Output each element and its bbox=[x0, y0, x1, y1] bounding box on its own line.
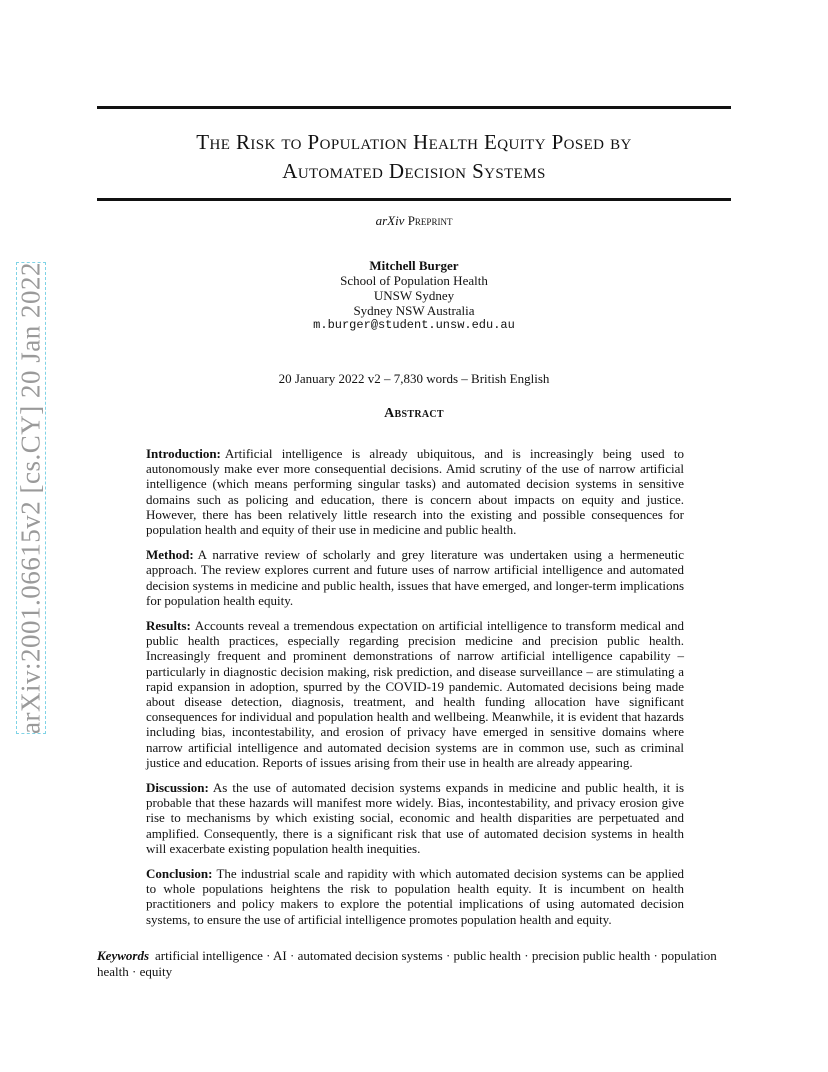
arxiv-identifier: arXiv:2001.06615v2 [cs.CY] 20 Jan 2022 bbox=[15, 262, 46, 734]
author-affiliation-school: School of Population Health bbox=[340, 273, 488, 288]
introduction-text: Artificial intelligence is already ubiquitous, and is increasingly being used to autonomously make ever more consequential decisions. Amid scrutiny of the use of narrow artificial intelligence (which means performing singular tasks) and automated decision systems in sensitive domains such as policing and education, there is concern about impacts on equity and justice. However, there has been relatively little research into the existing and possible consequences for population health and equity of their use in medicine and public health. bbox=[146, 446, 684, 538]
title-rule-bottom bbox=[97, 198, 731, 201]
title-rule-top bbox=[97, 106, 731, 109]
preprint-label bbox=[97, 213, 731, 229]
author-name: Mitchell Burger bbox=[369, 258, 459, 273]
abstract-method bbox=[146, 547, 684, 608]
title-line-2: Automated Decision Systems bbox=[282, 159, 546, 183]
keywords bbox=[97, 948, 731, 980]
author-affiliation-university: UNSW Sydney bbox=[373, 288, 455, 303]
abstract-introduction bbox=[146, 446, 684, 537]
conclusion-text: The industrial scale and rapidity with which automated decision systems can be applied to whole populations heightens the risk to population health equity. It is incumbent on health practitioners and policy makers to explore the potential implications of using automated decision systems, to ensure the use of artificial intelligence promotes population health and equity. bbox=[146, 866, 684, 927]
author-email[interactable]: m.burger@student.unsw.edu.au bbox=[313, 318, 515, 332]
introduction-label: Introduction: bbox=[146, 446, 221, 461]
keywords-text: artificial intelligence · AI · automated decision systems · public health · precision public health · population health · equity bbox=[97, 948, 717, 979]
paper-title bbox=[97, 128, 731, 186]
keywords-label: Keywords bbox=[97, 948, 149, 963]
discussion-text: As the use of automated decision systems expands in medicine and public health, it is probable that these hazards will manifest more widely. Bias, incontestability, and privacy erosion give rise to mechanisms by which existing social, economic and health disparities are perpetuated and amplified. Consequently, there is a significant risk that use of automated decision systems in health will exacerbate existing population health inequities. bbox=[146, 780, 684, 856]
abstract-results bbox=[146, 618, 684, 770]
preprint-journal: arXiv bbox=[375, 213, 405, 228]
author-block bbox=[97, 258, 731, 333]
method-label: Method: bbox=[146, 547, 194, 563]
results-text: Accounts reveal a tremendous expectation on artificial intelligence to transform medical and public health practices, especially regarding precision medicine and precision public health. Increasingly frequent and prominent demonstrations of narrow artificial intelligence capability – particularly in diagnostic decision making, risk prediction, and disease surveillance – are stimulating a rapid expansion in adoption, spurred by the COVID-19 pandemic. Automated decisions being made about disease detection, diagnosis, treatment, and health funding allocation have significant consequences for individual and population health and wellbeing. Meanwhile, it is evident that hazards including bias, incontestability, and erosion of privacy have emerged in sensitive domains where narrow artificial intelligence and automated decision systems are in common use, such as criminal justice and education. Reports of issues arising from their use in health are already appearing. bbox=[146, 618, 684, 770]
author-affiliation-location: Sydney NSW Australia bbox=[353, 303, 475, 318]
results-label: Results: bbox=[146, 618, 191, 634]
abstract-discussion bbox=[146, 780, 684, 856]
abstract-body bbox=[146, 446, 684, 937]
preprint-type: Preprint bbox=[407, 213, 453, 228]
conclusion-label: Conclusion: bbox=[146, 866, 213, 882]
dateline: 20 January 2022 v2 – 7,830 words – British English bbox=[278, 371, 550, 386]
method-text: A narrative review of scholarly and grey literature was undertaken using a hermeneutic approach. The review explores current and future uses of narrow artificial intelligence and automated decision systems in medicine and public health, issues that have emerged, and longer-term implications for population health equity. bbox=[146, 547, 684, 608]
title-line-1: The Risk to Population Health Equity Posed by bbox=[196, 130, 632, 154]
discussion-label: Discussion: bbox=[146, 780, 209, 796]
abstract-heading: Abstract bbox=[384, 406, 444, 421]
abstract-conclusion bbox=[146, 866, 684, 927]
